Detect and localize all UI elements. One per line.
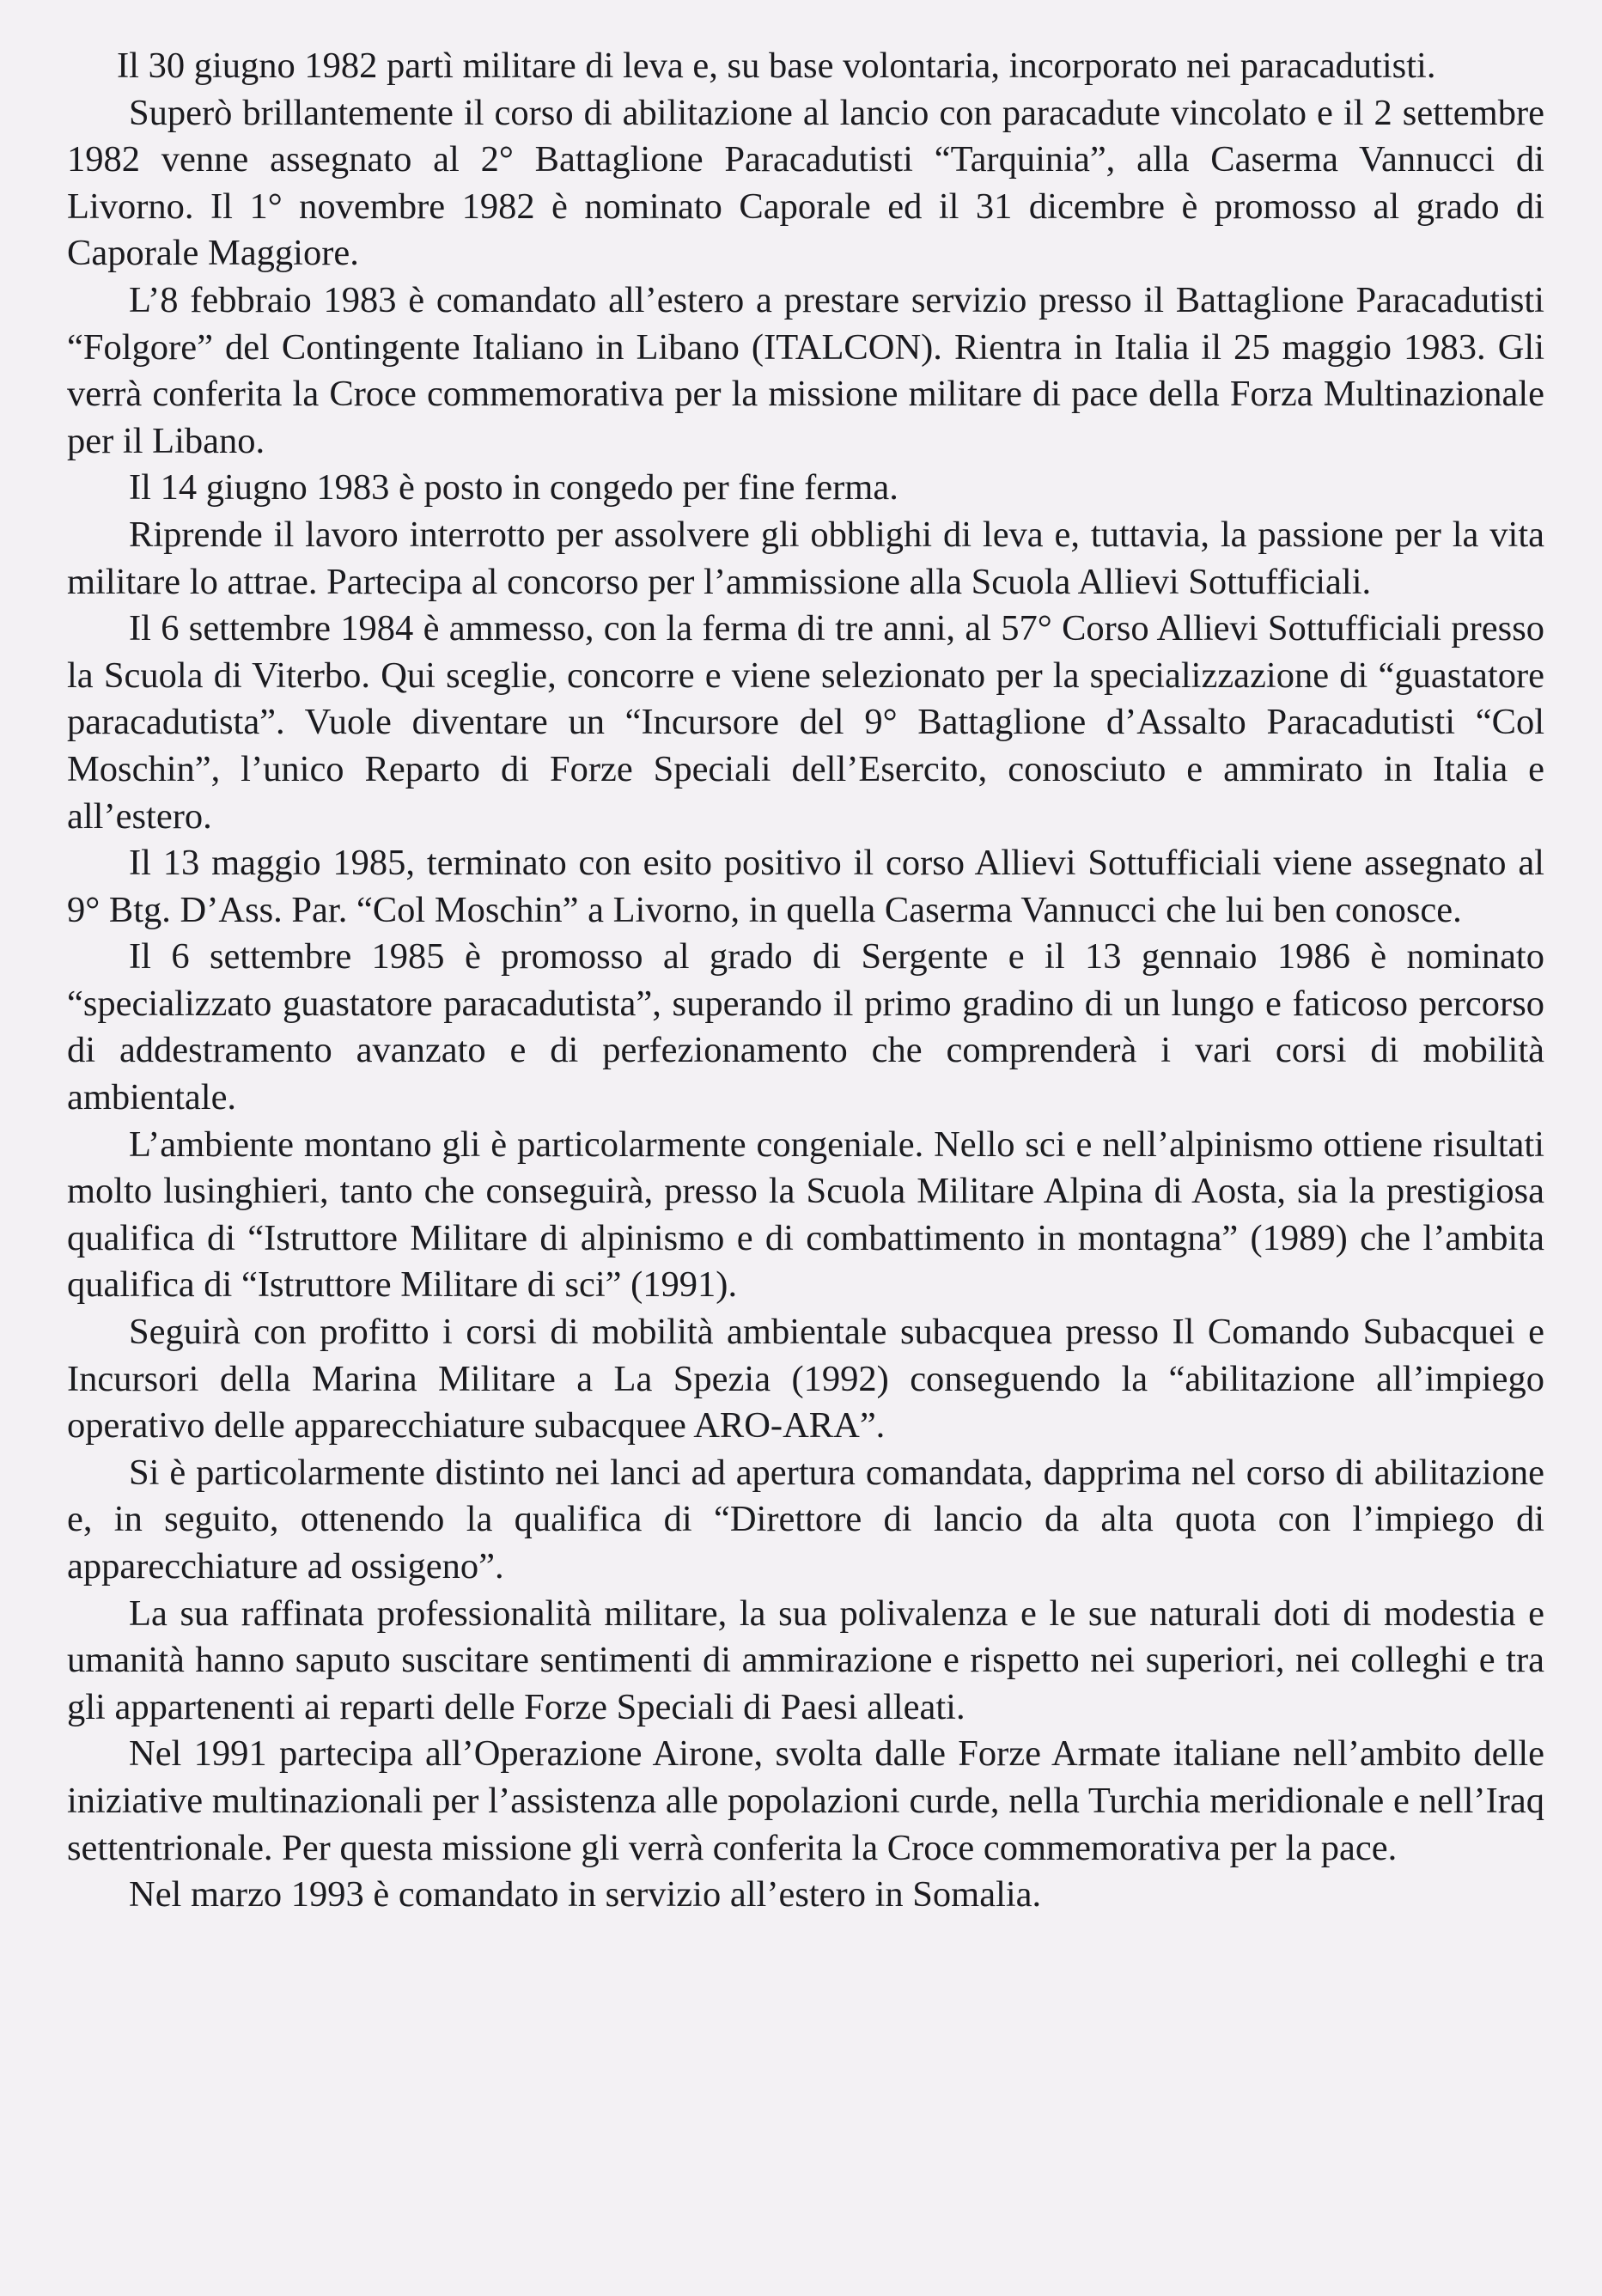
paragraph-7: Il 13 maggio 1985, terminato con esito positivo il corso Allievi Sottufficiali viene assegnato al 9° Btg. D’Ass. Par. “Col Moschin” a Livorno, in quella Caserma Vannucci che lui ben conosce. xyxy=(67,843,1544,930)
paragraph-8: Il 6 settembre 1985 è promosso al grado di Sergente e il 13 gennaio 1986 è nominato “specializzato guastatore paracadutista”, superando il primo gradino di un lungo e faticoso percorso di addestramento avanzato e di perfezionamento che comprenderà i vari corsi di mobilità ambientale. xyxy=(67,936,1544,1118)
paragraph-13: Nel 1991 partecipa all’Operazione Airone, svolta dalle Forze Armate italiane nell’ambito delle iniziative multinazionali per l’assistenza alle popolazioni curde, nella Turchia meridionale e nell’Iraq settentrionale. Per questa missione gli verrà conferita la Croce commemorativa per la pace. xyxy=(67,1733,1544,1868)
paragraph-9: L’ambiente montano gli è particolarmente congeniale. Nello sci e nell’alpinismo ottiene risultati molto lusinghieri, tanto che conseguirà, presso la Scuola Militare Alpina di Aosta, sia la prestigiosa qualifica di “Istruttore Militare di alpinismo e di combattimento in montagna” (1989) che l’ambita qualifica di “Istruttore Militare di sci” (1991). xyxy=(67,1124,1544,1306)
paragraph-10: Seguirà con profitto i corsi di mobilità ambientale subacquea presso Il Comando Subacquei e Incursori della Marina Militare a La Spezia (1992) conseguendo la “abilitazione all’impiego operativo delle apparecchiature subacquee ARO-ARA”. xyxy=(67,1312,1544,1446)
paragraph-4: Il 14 giugno 1983 è posto in congedo per fine ferma. xyxy=(129,467,898,509)
paragraph-12: La sua raffinata professionalità militare, la sua polivalenza e le sue naturali doti di modestia e umanità hanno saputo suscitare sentimenti di ammirazione e rispetto nei superiori, nei colleghi e tra gli appartenenti ai reparti delle Forze Speciali di Paesi alleati. xyxy=(67,1593,1544,1727)
paragraph-14: Nel marzo 1993 è comandato in servizio all’estero in Somalia. xyxy=(129,1874,1042,1915)
paragraph-2: Superò brillantemente il corso di abilitazione al lancio con paracadute vincolato e il 2 settembre 1982 venne assegnato al 2° Battaglione Paracadutisti “Tarquinia”, alla Caserma Vannucci di Livorno. Il 1° novembre 1982 è nominato Caporale ed il 31 dicembre è promosso al grado di Caporale Maggiore. xyxy=(67,92,1544,274)
paragraph-5: Riprende il lavoro interrotto per assolvere gli obblighi di leva e, tuttavia, la passione per la vita militare lo attrae. Partecipa al concorso per l’ammissione alla Scuola Allievi Sottufficiali. xyxy=(67,514,1544,602)
paragraph-3: L’8 febbraio 1983 è comandato all’estero a prestare servizio presso il Battaglione Paracadutisti “Folgore” del Contingente Italiano in Libano (ITALCON). Rientra in Italia il 25 maggio 1983. Gli verrà conferita la Croce commemorativa per la missione militare di pace della Forza Multinazionale per il Libano. xyxy=(67,279,1544,461)
paragraph-1: Il 30 giugno 1982 partì militare di leva e, su base volontaria, incorporato nei paracadutisti. xyxy=(117,46,1436,86)
paragraph-6: Il 6 settembre 1984 è ammesso, con la ferma di tre anni, al 57° Corso Allievi Sottufficiali presso la Scuola di Viterbo. Qui sceglie, concorre e viene selezionato per la specializzazione di “guastatore paracadutista”. Vuole diventare un “Incursore del 9° Battaglione d’Assalto Paracadutisti “Col Moschin”, l’unico Reparto di Forze Speciali dell’Esercito, conosciuto e ammirato in Italia e all’estero. xyxy=(67,608,1544,837)
paragraph-11: Si è particolarmente distinto nei lanci ad apertura comandata, dapprima nel corso di abilitazione e, in seguito, ottenendo la qualifica di “Direttore di lancio da alta quota con l’impiego di apparecchiature ad ossigeno”. xyxy=(67,1452,1544,1586)
document-page xyxy=(67,43,1544,1919)
